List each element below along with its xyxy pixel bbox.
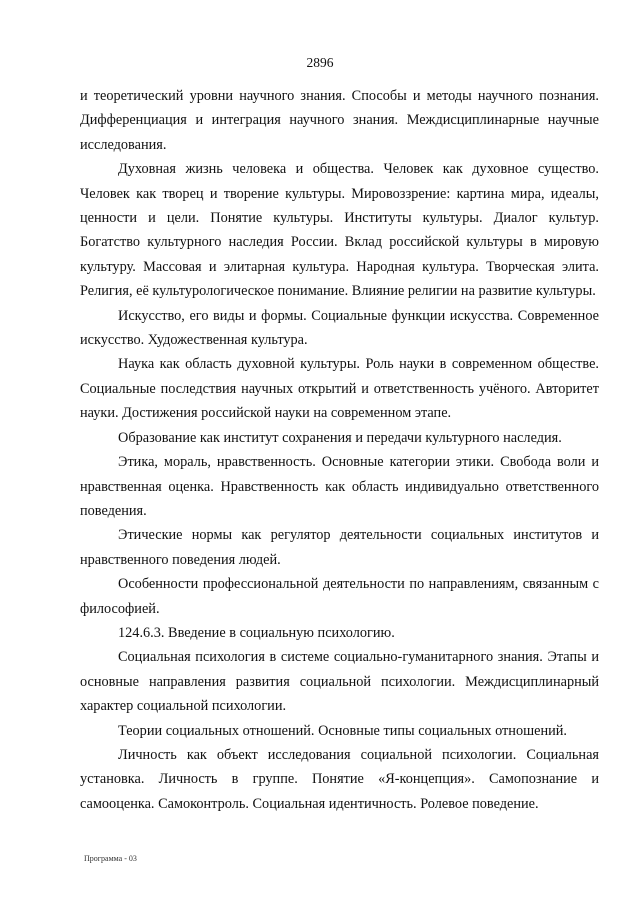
section-heading: 124.6.3. Введение в социальную психологию. xyxy=(118,624,395,641)
paragraph-8: Особенности профессиональной деятельности по направлениям, связанным с философией. xyxy=(80,576,599,617)
paragraph-10: Социальная психология в системе социально-гуманитарного знания. Этапы и основные направления развития социальной психологии. Междисциплинарный характер социальной психологии. xyxy=(80,649,599,715)
paragraph-6: Этика, мораль, нравственность. Основные категории этики. Свобода воли и нравственная оценка. Нравственность как область индивидуально ответственного поведения. xyxy=(80,454,599,519)
paragraph-3: Искусство, его виды и формы. Социальные функции искусства. Современное искусство. Художественная культура. xyxy=(80,307,599,349)
paragraph-12: Личность как объект исследования социальной психологии. Социальная установка. Личность в группе. Понятие «Я-концепция». Самопознание и самооценка. Самоконтроль. Социальная идентичность. Ролевое поведение. xyxy=(80,746,599,812)
paragraph-7: Этические нормы как регулятор деятельности социальных институтов и нравственного поведения людей. xyxy=(80,527,599,568)
footer-label: Программа - 03 xyxy=(84,854,137,863)
paragraph-2: Духовная жизнь человека и общества. Человек как духовное существо. Человек как творец и творение культуры. Мировоззрение: картина мира, идеалы, ценности и цели. Понятие культуры. Институты культуры. Диалог культур. Богатство культурного наследия России. Вклад российской культуры в мировую культуру. Массовая и элитарная культура. Народная культура. Творческая элита. Религия, её культурологическое понимание. Влияние религии на развитие культуры. xyxy=(80,161,599,300)
paragraph-1: и теоретический уровни научного знания. Способы и методы научного познания. Дифференциация и интеграция научного знания. Междисциплинарные научные исследования. xyxy=(80,88,599,153)
paragraph-5: Образование как институт сохранения и передачи культурного наследия. xyxy=(118,429,562,446)
paragraph-4: Наука как область духовной культуры. Роль науки в современном обществе. Социальные последствия научных открытий и ответственность учёного. Авторитет науки. Достижения российской науки на современном этапе. xyxy=(80,356,599,422)
document-body xyxy=(80,84,599,816)
paragraph-11: Теории социальных отношений. Основные типы социальных отношений. xyxy=(118,722,567,739)
page-number: 2896 xyxy=(306,55,334,70)
